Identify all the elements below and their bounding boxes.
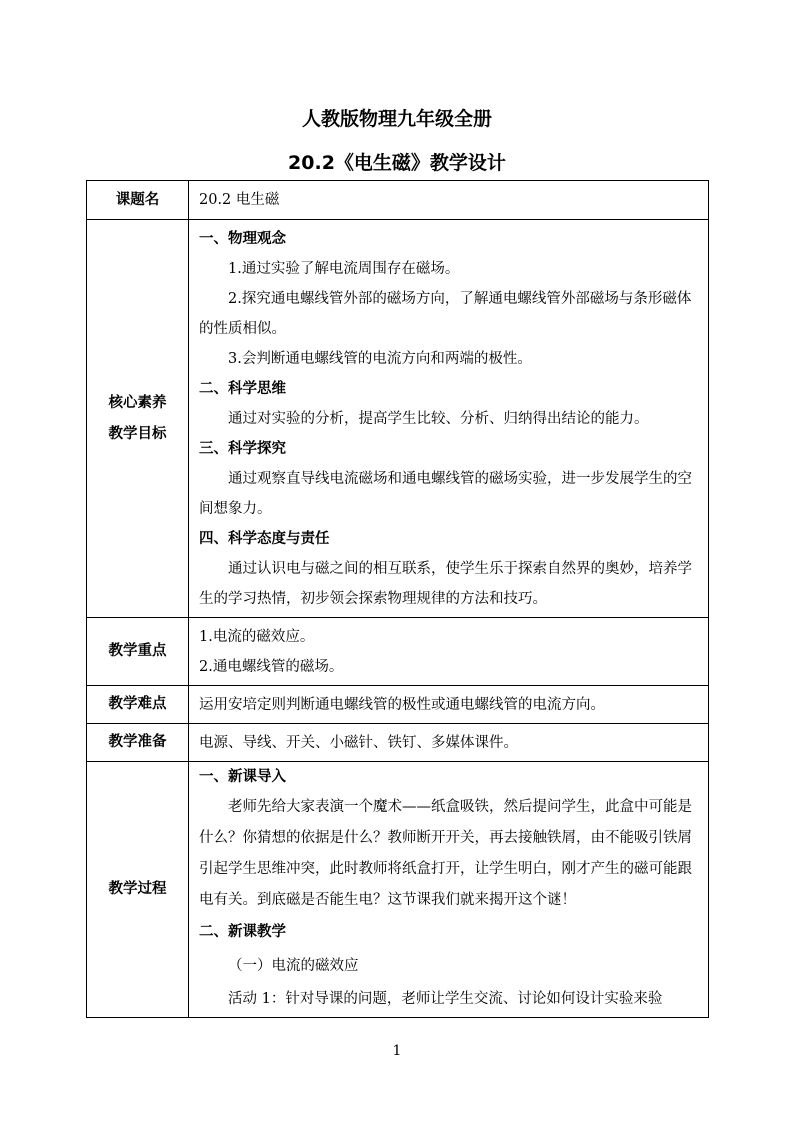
goals-section1-item3: 3.会判断通电螺线管的电流方向和两端的极性。 xyxy=(228,351,532,367)
lesson-plan-table xyxy=(86,180,709,1018)
content-process xyxy=(189,762,709,1018)
row-difficulty xyxy=(87,686,709,724)
label-difficulty xyxy=(87,686,189,724)
label-key-points-text: 教学重点 xyxy=(108,643,167,659)
value-preparation: 电源、导线、开关、小磁针、铁钉、多媒体课件。 xyxy=(189,724,709,762)
label-key-points xyxy=(87,618,189,686)
key-point-1: 1.电流的磁效应。 xyxy=(199,629,315,645)
label-goals-line1: 核心素养 xyxy=(108,394,167,411)
goals-section1-heading: 一、物理观念 xyxy=(199,231,286,247)
row-process xyxy=(87,762,709,1018)
label-process-text: 教学过程 xyxy=(108,881,167,897)
process-subsection1-heading: （一）电流的磁效应 xyxy=(228,958,359,974)
goals-section3-heading: 三、科学探究 xyxy=(199,441,286,457)
value-difficulty: 运用安培定则判断通电螺线管的极性或通电螺线管的电流方向。 xyxy=(189,686,709,724)
document-subtitle: 20.2《电生磁》教学设计 xyxy=(288,152,506,174)
goals-section2-text: 通过对实验的分析，提高学生比较、分析、归纳得出结论的能力。 xyxy=(228,411,649,427)
label-preparation xyxy=(87,724,189,762)
label-goals xyxy=(87,220,189,618)
value-topic: 20.2 电生磁 xyxy=(189,181,709,220)
row-preparation xyxy=(87,724,709,762)
label-difficulty-text: 教学难点 xyxy=(108,696,167,712)
goals-section1-item1: 1.通过实验了解电流周围存在磁场。 xyxy=(228,261,460,277)
process-section1-text: 老师先给大家表演一个魔术——纸盒吸铁，然后提问学生，此盒中可能是什么？你猜想的依据是什么？教师断开开关，再去接触铁屑，由不能吸引铁屑引起学生思维冲突，此时教师将纸盒打开，让学生明白，刚才产生的磁可能跟电有关。到底磁是否能生电？这节课我们就来揭开这个谜！ xyxy=(199,799,692,908)
goals-section3-text: 通过观察直导线电流磁场和通电螺线管的磁场实验，进一步发展学生的空间想象力。 xyxy=(199,471,692,517)
key-point-2: 2.通电螺线管的磁场。 xyxy=(199,659,344,675)
document-title: 人教版物理九年级全册 xyxy=(301,108,492,130)
process-activity1-text: 活动 1：针对导课的问题，老师让学生交流、讨论如何设计实验来验 xyxy=(228,991,663,1007)
content-key-points xyxy=(189,618,709,686)
goals-section4-heading: 四、科学态度与责任 xyxy=(199,531,330,547)
row-topic xyxy=(87,181,709,220)
label-preparation-text: 教学准备 xyxy=(108,734,167,750)
process-section2-heading: 二、新课教学 xyxy=(199,924,286,940)
row-key-points xyxy=(87,618,709,686)
process-section1-heading: 一、新课导入 xyxy=(199,769,286,785)
goals-section4-text: 通过认识电与磁之间的相互联系，使学生乐于探索自然界的奥妙，培养学生的学习热情，初步领会探索物理规律的方法和技巧。 xyxy=(199,561,692,607)
row-goals xyxy=(87,220,709,618)
label-process xyxy=(87,762,189,1018)
goals-section1-item2: 2.探究通电螺线管外部的磁场方向，了解通电螺线管外部磁场与条形磁体的性质相似。 xyxy=(199,291,692,337)
label-topic-text: 课题名 xyxy=(115,191,160,208)
label-goals-line2: 教学目标 xyxy=(108,425,167,442)
content-goals xyxy=(189,220,709,618)
label-topic xyxy=(87,181,189,220)
page-number: 1 xyxy=(392,1043,402,1059)
goals-section2-heading: 二、科学思维 xyxy=(199,381,286,397)
